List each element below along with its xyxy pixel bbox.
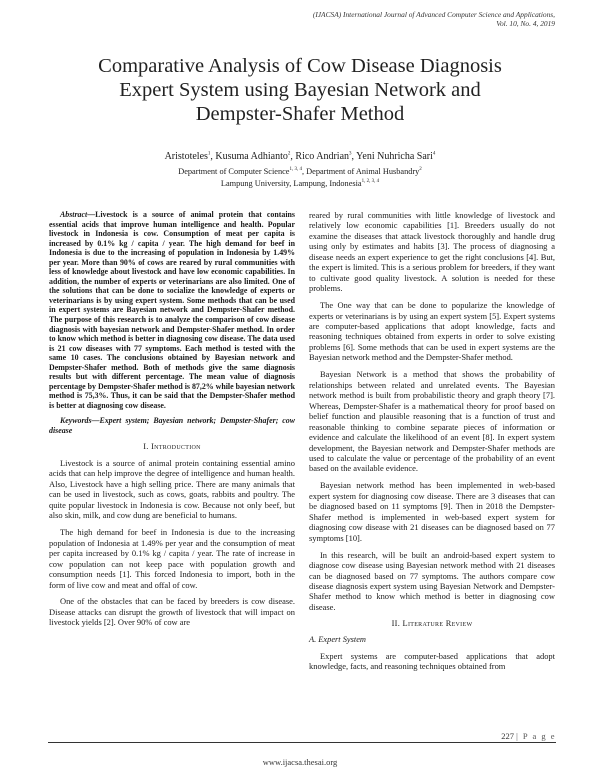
dept-mark: 2: [419, 167, 422, 173]
paragraph: One of the obstacles that can be faced by breeders is cow disease. Disease attacks can disrupt the growth of livestock that will impact on livestock yields [2]. Over 90% of cow are: [49, 596, 295, 628]
author-name: Aristoteles: [164, 151, 208, 162]
abstract-text: —Livestock is a source of animal protein that contains essential acids that improve human intelligence and health. Popular livestock in Indonesia is cow. Consumption of meat per capita is increased by 0.1% kg / capita / year. The high demand for beef in Indonesia is due to the increasing of population in Indonesia by 1.49% per year. More than 90% of cows are reared by rural communities with less of knowledge about livestock and have low economic capabilities. In addition, the number of experts or veterinarians are also limited. One of the solutions that can be done to socialize the knowledge of experts or veterinarians is by using expert system. Some methods that can be used in expert systems are Bayesian network and Dempster-Shafer method. The purpose of this research is to analyze the comparison of cow disease diagnosis with bayesian network and Dempster-Shafer method. In order to know which method is better in diagnosing cow disease. The data used is 21 cow diseases with 77 symptoms. Each method is tested with the same 10 cases. The conclusions obtained by Bayesian network and Dempster-Shafer method. Both of methods give the same diagnosis results but with different percentage. The mean value of diagnosis percentage by Dempster-Shafer method is 87,2% while bayesian network method is 75,3%. Thus, it can be said that the Dempster-Shafer method is better at diagnosing cow disease.: [49, 210, 295, 410]
dept-computer-science: Department of Computer Science: [178, 167, 290, 176]
author-name: Yeni Nuhricha Sari: [356, 151, 433, 162]
author-name: Kusuma Adhianto: [215, 151, 288, 162]
page-number-value: 227: [501, 731, 514, 741]
paragraph: Expert systems are computer-based applications that adopt knowledge, facts, and reasoning techniques obtained from: [309, 650, 555, 672]
author-mark: 4: [432, 151, 436, 157]
keywords: Keywords—Expert system; Bayesian network; Dempster-Shafer; cow disease: [49, 416, 295, 436]
paragraph: In this research, will be built an android-based expert system to diagnose cow disease using Bayesian network method with 21 diseases can be diagnosed based on 77 symptoms. The authors compare cow disease diagnosis expert system using Bayesian Network and Dempster-Shafer method to know which method is better in diagnosing cow disease.: [309, 549, 555, 612]
journal-volume: Vol. 10, No. 4, 2019: [496, 19, 555, 29]
dept-animal-husbandry: Department of Animal Husbandry: [306, 167, 420, 176]
footer-divider: [48, 742, 556, 743]
page-number: [501, 731, 556, 741]
journal-name: (IJACSA) International Journal of Advanced Computer Science and Applications,: [312, 10, 555, 19]
author-mark: 2: [287, 151, 291, 157]
author-mark: 1: [207, 151, 211, 157]
right-column: [309, 210, 555, 678]
subsection-heading-expert-system: A. Expert System: [309, 635, 366, 645]
footer-url: www.ijacsa.thesai.org: [262, 757, 338, 767]
left-column: [49, 210, 295, 634]
author-list: Aristoteles$^1$, Kusuma Adhianto$^2$, Rico Andrian$^3$, Yeni Nuhricha Sari$^4$: [164, 151, 436, 162]
university-name: Lampung University, Lampung, Indonesia: [220, 179, 362, 188]
section-heading-literature-review: II. Literature Review: [391, 618, 473, 628]
paragraph: Livestock is a source of animal protein containing essential amino acids that can help improve the degree of intelligence and human health. Also, Livestock have a high selling price. There are many animals that can be used in livestock, such as cows, goats, rabbits and poultry. The quite popular livestock in Indonesia is cow. Because not only beef, but also skin, milk, and cow dung are beneficial to humans.: [49, 458, 295, 521]
paragraph: Bayesian Network is a method that shows the probability of relationships between related and unrelated events. The Bayesian network method is built from probabilistic theory and graph theory [7]. Whereas, Dempster-Shafer is a mathematical theory for proof based on belief function and plausible reasoning that is a function of trust and reasonable thinking to combine separate pieces of information or evidence and calculate the likelihood of an event [8]. In expert system development, the Bayesian network and Dempster-Shafer methods are used to calculate the value or percentage of the probability of an event based on the available evidence.: [309, 369, 555, 474]
title-line-3: Dempster-Shafer Method: [195, 103, 405, 125]
author-name: Rico Andrian: [295, 151, 350, 162]
running-head: [195, 10, 555, 29]
paragraph: The high demand for beef in Indonesia is due to the increasing population of Indonesia at 1.49% per year and the consumption of meat per capita increased by 0.1% kg / capita / year. The rate of increase in cow population can not keep pace with population growth and consumption needs [1]. This forced Indonesia to import, both in the form of live cow and meat and offal of cow.: [49, 527, 295, 590]
abstract-label: Abstract: [60, 210, 88, 219]
affiliation-university: [60, 178, 540, 189]
dept-mark: 1, 3, 4: [289, 167, 302, 173]
paragraph-continued: reared by rural communities with little knowledge of livestock and relatively low economic capabilities [1]. Breeders usually do not examine the diseases that attack livestock thoroughly and handle drug using only by estimates and habits [3]. The process of diagnosing a disease needs an expert experience to get the right conclusions [4]. But, the expert is limited. This is a serious problem for breeders, if they want to cultivate good quality livestock. A solution is needed for these problems.: [309, 210, 555, 294]
paper-title: [40, 54, 560, 126]
section-heading-introduction: I. Introduction: [143, 441, 201, 451]
title-line-2: Expert System using Bayesian Network and: [119, 79, 481, 101]
affiliation-departments: Department of Computer Science$^{1, 3, 4}$, Department of Animal Husbandry$^2$: [178, 167, 422, 176]
univ-mark: 1, 2, 3, 4: [361, 179, 380, 185]
paragraph: The One way that can be done to popularize the knowledge of experts or veterinarians is by using an expert system [5]. Expert systems are computer-based applications that adopt knowledge, facts and reasoning techniques obtained from experts in order to solve existing problems [6]. Some methods that can be used in expert systems are the Bayesian network method and the Dempster-Shafer method.: [309, 300, 555, 363]
title-line-1: Comparative Analysis of Cow Disease Diagnosis: [98, 55, 502, 77]
page-label: | P a g e: [516, 731, 556, 741]
paragraph: Bayesian network method has been implemented in web-based expert system for diagnosing cow disease. There are 3 diseases that can be diagnosed based on 11 symptoms [9]. Then in 2018 the Dempster-Shafer method is implemented in web-based expert system for diagnosing cow disease with 21 diseases can be diagnosed based on 77 symptoms [10].: [309, 480, 555, 543]
abstract: [49, 210, 295, 410]
author-mark: 3: [349, 151, 352, 157]
